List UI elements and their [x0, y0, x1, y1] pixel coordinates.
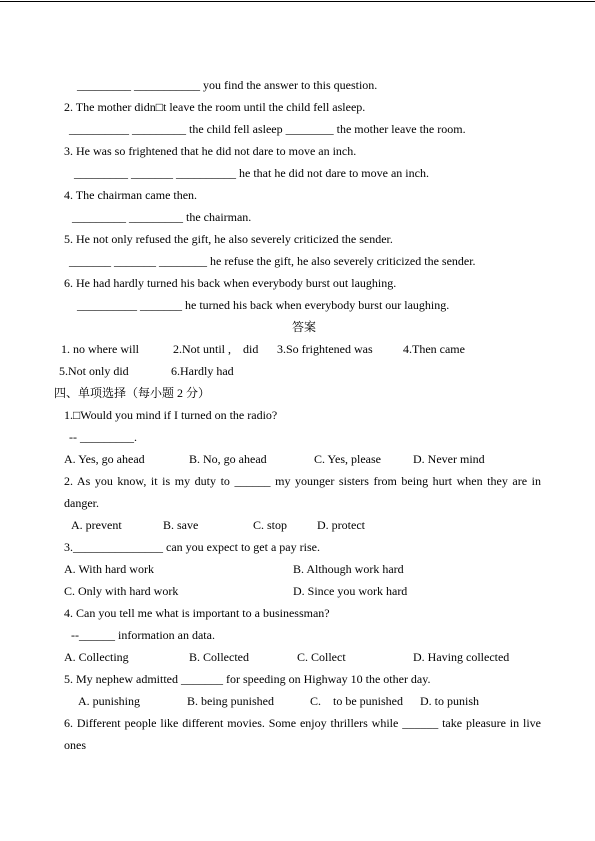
question-stem: 6. Different people like different movies. Some enjoy thrillers while ______ take pleasure in live: [64, 716, 541, 730]
rewrite-answer-line: _________ _______ __________ he that he did not dare to move an inch.: [74, 166, 429, 180]
answer-key-heading: 答案: [291, 320, 316, 334]
option-d: D. Having collected: [413, 650, 510, 664]
top-rule: [0, 1, 595, 2]
option-c: C. to be punished: [310, 694, 403, 708]
option-b: B. No, go ahead: [189, 452, 267, 466]
option-a: A. punishing: [78, 694, 141, 708]
option-b: B. save: [163, 518, 199, 532]
option-a: A. Collecting: [64, 650, 129, 664]
option-d: D. to punish: [420, 694, 480, 708]
answer-key-item: 3.So frightened was: [277, 342, 373, 356]
question-stem: 2. As you know, it is my duty to ______ my younger sisters from being hurt when they are in: [64, 474, 541, 488]
option-c: C. Only with hard work: [64, 584, 179, 598]
rewrite-answer-line: _________ _________ the chairman.: [72, 210, 252, 224]
section-heading: 四、单项选择（每小题 2 分）: [54, 386, 211, 400]
question-stem-continuation: danger.: [64, 496, 99, 510]
rewrite-sentence: 4. The chairman came then.: [64, 188, 198, 202]
rewrite-answer-line: __________ _______ he turned his back when everybody burst our laughing.: [77, 298, 450, 312]
answer-key-item: 5.Not only did: [59, 364, 129, 378]
option-b: B. Collected: [189, 650, 249, 664]
question-stem: 1.□Would you mind if I turned on the radio?: [64, 408, 278, 422]
rewrite-sentence: 2. The mother didn□t leave the room until the child fell asleep.: [64, 100, 366, 114]
answer-key-item: 1. no where will: [61, 342, 139, 356]
option-c: C. stop: [253, 518, 288, 532]
question-stem: 3._______________ can you expect to get a pay rise.: [64, 540, 320, 554]
option-a: A. With hard work: [64, 562, 154, 576]
rewrite-sentence: 3. He was so frightened that he did not dare to move an inch.: [64, 144, 357, 158]
question-stem: 5. My nephew admitted _______ for speeding on Highway 10 the other day.: [64, 672, 431, 686]
question-response: -- _________.: [69, 430, 137, 444]
option-d: D. Never mind: [413, 452, 485, 466]
answer-key-item: 4.Then came: [403, 342, 465, 356]
option-d: D. Since you work hard: [293, 584, 408, 598]
option-d: D. protect: [317, 518, 365, 532]
option-b: B. being punished: [187, 694, 274, 708]
rewrite-sentence: 6. He had hardly turned his back when everybody burst out laughing.: [64, 276, 397, 290]
question-stem-continuation: ones: [64, 738, 86, 752]
rewrite-answer-line: _________ ___________ you find the answer to this question.: [77, 78, 378, 92]
rewrite-answer-line: _______ _______ ________ he refuse the gift, he also severely criticized the sender.: [69, 254, 476, 268]
answer-key-item: 2.Not until , did: [173, 342, 259, 356]
option-c: C. Yes, please: [314, 452, 382, 466]
rewrite-answer-line: __________ _________ the child fell asleep ________ the mother leave the room.: [69, 122, 466, 136]
question-stem: 4. Can you tell me what is important to a businessman?: [64, 606, 330, 620]
rewrite-sentence: 5. He not only refused the gift, he also severely criticized the sender.: [64, 232, 393, 246]
option-c: C. Collect: [297, 650, 346, 664]
option-a: A. Yes, go ahead: [64, 452, 145, 466]
answer-key-item: 6.Hardly had: [171, 364, 234, 378]
question-response: --______ information an data.: [71, 628, 215, 642]
option-b: B. Although work hard: [293, 562, 404, 576]
option-a: A. prevent: [71, 518, 122, 532]
